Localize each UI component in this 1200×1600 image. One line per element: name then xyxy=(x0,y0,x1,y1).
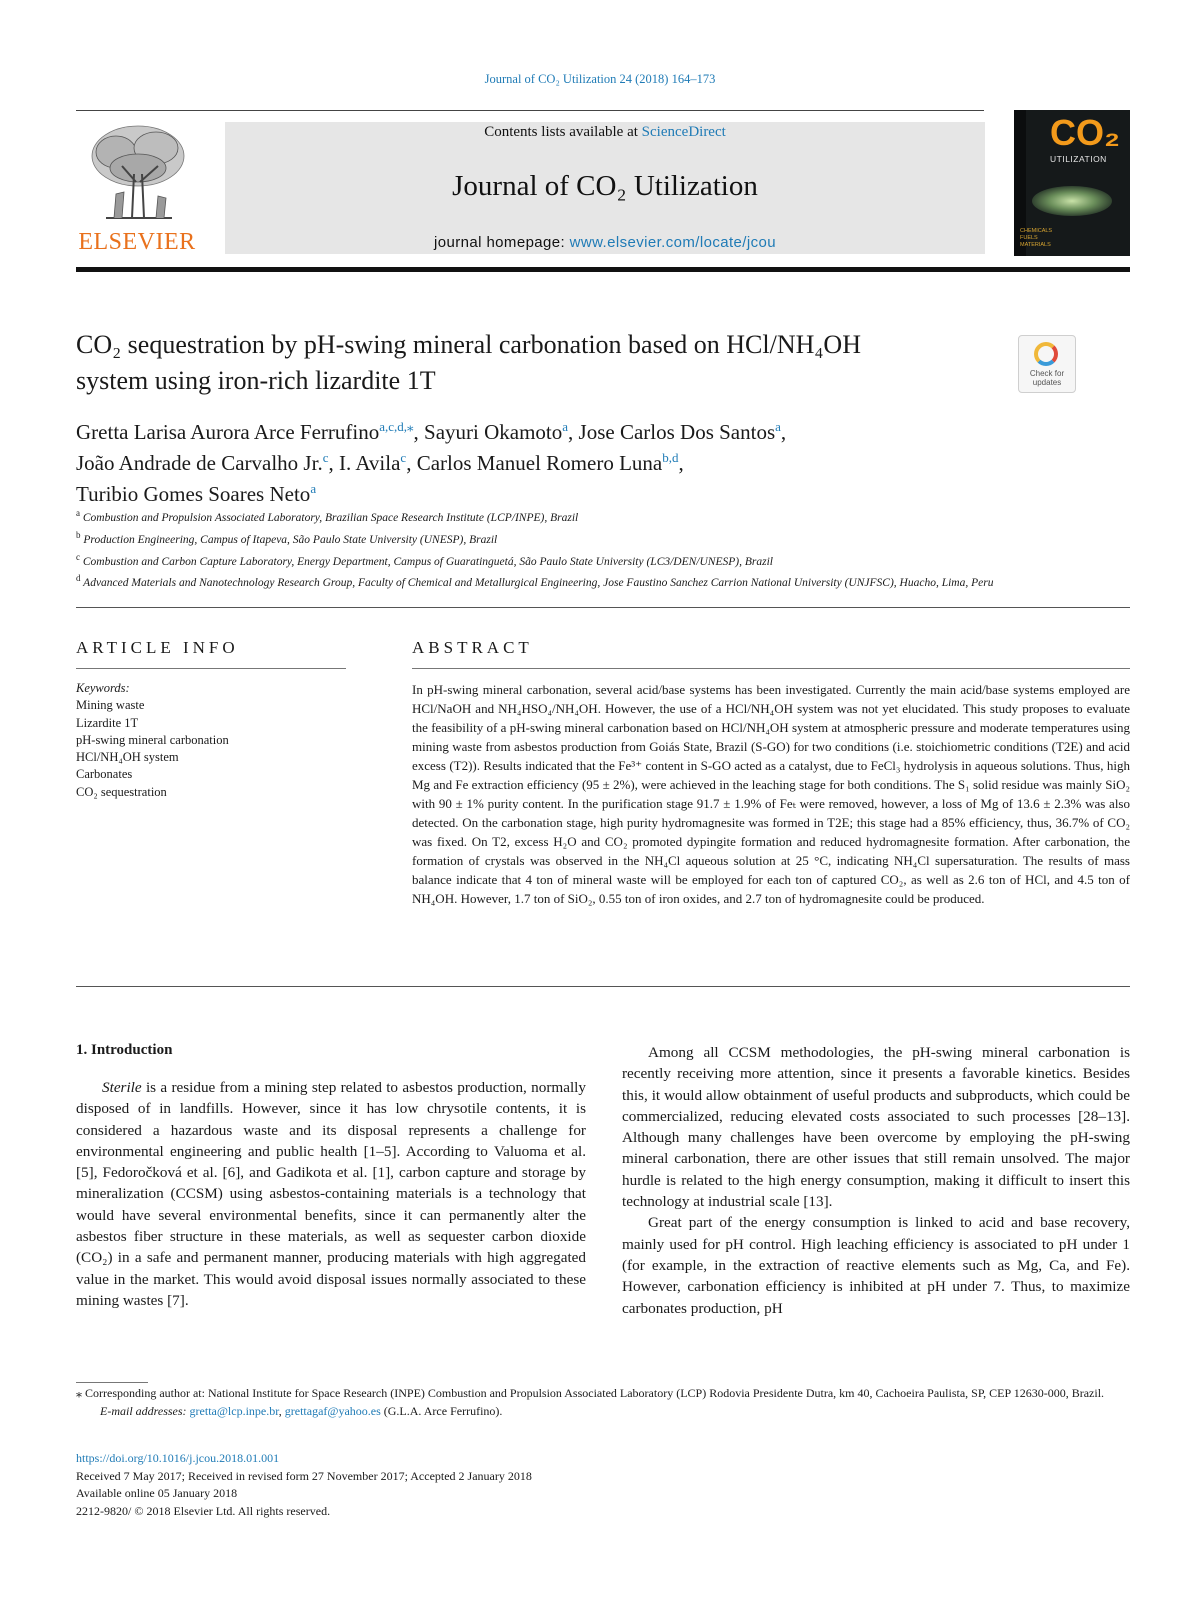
contents-prefix: Contents lists available at xyxy=(484,124,642,140)
author[interactable]: Gretta Larisa Aurora Arce Ferrufino$^{a,c,d,⁎}$ xyxy=(76,419,414,444)
author[interactable]: I. Avila$^c$ xyxy=(338,450,407,475)
keyword: Lizardite 1T xyxy=(76,715,139,730)
abstract-text: In pH-swing mineral carbonation, several acid/base systems has been investigated. Currently the main acid/base systems employed are HCl/NaOH and NH₄HSO₄/NH₄OH. However, the use of a HCl/NH₄OH system was not yet elucidated. This study proposes to evaluate the feasibility of a pH-swing mineral carbonation based on HCl/NH₄OH system at atmospheric pressure and moderate temperatures using mining waste from asbestos production from Goiás State, Brazil (S-GO) for two conditions (i.e. stoichiometric conditions (T2E) and acid excess (T2)). Results indicated that the Fe³⁺ content in S-GO acted as a catalyst, due to FeCl₃ hydrolysis in aqueous solutions. Thus, high Mg and Fe extraction efficiency (95 ± 2%), were achieved in the leaching stage for both conditions. The S₁ solid residue was mainly SiO₂ with 90 ± 1% purity content. In the purification stage 91.7 ± 1.9% of Feₜ were removed, however, a loss of Mg of 13.6 ± 2.3% was also detected. On the carbonation stage, high purity hydromagnesite was formed in T2E; this stage had a 85% efficiency, thus, 36.7% of CO₂ was fixed. On T2, excess H₂O and CO₂ promoted dypingite formation and reduced hydromagnesite formation. After carbonation, the formation of crystals was observed in the NH₄Cl aqueous solution at 25 °C, indicating NH₄Cl supersaturation. The results of mass balance indicate that 4 ton of mineral waste will be employed for each ton of captured CO₂, as well as 2.6 ton of HCl, and 4.5 ton of NH₄OH. However, 1.7 ton of SiO₂, 0.55 ton of iron oxides, and 2.7 ton of hydromagnesite could be produced. xyxy=(412,682,1130,906)
author[interactable]: Jose Carlos Dos Santos$^a$ xyxy=(578,419,781,444)
article-info-rule xyxy=(76,668,346,669)
keyword: HCl/NH₄OH system xyxy=(76,750,179,765)
affiliation: $^d$ Advanced Materials and Nanotechnology Research Group, Faculty of Chemical and Metallurgical Engineering, Jose Faustino Sanchez Carrion National University (UNJFSC), Huacho, Lima, Peru xyxy=(76,573,994,590)
check-updates-icon xyxy=(1034,342,1058,366)
publication-info xyxy=(76,1450,976,1520)
author[interactable]: João Andrade de Carvalho Jr.$^c$ xyxy=(76,450,329,475)
article-title-line-1: CO₂ sequestration by pH-swing mineral carbonation based on HCl/NH₄OH xyxy=(76,330,861,359)
homepage-link[interactable]: www.elsevier.com/locate/jcou xyxy=(569,234,776,251)
check-updates-label: Check for updates xyxy=(1029,369,1065,387)
author-list: Gretta Larisa Aurora Arce Ferrufino$^{a,c,d,⁎}$, Sayuri Okamoto$^a$, Jose Carlos Dos Santos$^a$, João Andrade de Carvalho Jr.$^c$, I. Avila$^c$, Carlos Manuel Romero Luna$^{b,d}$, Turibio Gomes Soares Neto$^a$ xyxy=(76,419,787,506)
header-bottom-rule xyxy=(76,267,1130,272)
keyword: Carbonates xyxy=(76,767,133,782)
author[interactable]: Carlos Manuel Romero Luna$^{b,d}$ xyxy=(416,450,679,475)
article-title-line-2: system using iron-rich lizardite 1T xyxy=(76,366,436,395)
doi-link[interactable]: https://doi.org/10.1016/j.jcou.2018.01.001 xyxy=(76,1451,280,1465)
journal-cover-thumbnail[interactable] xyxy=(1014,110,1130,256)
cover-co2-text: CO₂ xyxy=(1050,112,1120,153)
intro-paragraph: Great part of the energy consumption is linked to acid and base recovery, mainly used for pH control. High leaching efficiency is associated to pH under 1 (for example, in the extraction of reactive elements such as Mg, Ca, and Fe). However, carbonation efficiency is inhibited at pH under 7. Thus, to maximize carbonates production, pH xyxy=(622,1214,1130,1317)
article-info-heading: ARTICLE INFO xyxy=(76,638,239,657)
keywords-block xyxy=(76,680,346,801)
introduction-heading: 1. Introduction xyxy=(76,1042,173,1058)
keyword: Mining waste xyxy=(76,698,145,713)
homepage-line xyxy=(225,234,985,251)
keyword: CO₂ sequestration xyxy=(76,784,167,799)
abstract-bottom-rule xyxy=(76,986,1130,987)
info-top-rule xyxy=(76,607,1130,608)
sciencedirect-link[interactable]: ScienceDirect xyxy=(641,124,726,140)
homepage-prefix: journal homepage: xyxy=(434,234,570,251)
author[interactable]: Sayuri Okamoto$^a$ xyxy=(424,419,569,444)
copyright: 2212-9820/ © 2018 Elsevier Ltd. All rights reserved. xyxy=(76,1503,331,1518)
email-line: E-mail addresses: gretta@lcp.inpe.br, grettagaf@yahoo.es (G.L.A. Arce Ferrufino). xyxy=(100,1404,503,1418)
check-for-updates-button[interactable] xyxy=(1018,335,1076,393)
author[interactable]: Turibio Gomes Soares Neto$^a$ xyxy=(76,481,317,506)
journal-title: Journal of CO₂ Utilization xyxy=(452,170,758,202)
cover-molecule-image xyxy=(1032,186,1112,216)
intro-paragraph: Sterile is a residue from a mining step related to asbestos production, normally disposed of in landfills. However, since it has low chrysotile contents, it is considered a hazardous waste and its disposal represents a challenge for environmental engineering and public health [1–5]. According to Valuoma et al. [5], Fedoročková et al. [6], and Gadikota et al. [1], carbon capture and storage by mineralization (CCSM) using asbestos-containing materials is a technology that would have several environmental benefits, since it can permanently alter the asbestos fiber structure in these materials, as well as sequester carbon dioxide (CO₂) in a safe and permanent manner, producing materials with high aggregated value in the market. This would avoid disposal issues normally associated to these mining wastes [7]. xyxy=(76,1079,586,1309)
abstract-heading: ABSTRACT xyxy=(412,638,533,657)
available-online: Available online 05 January 2018 xyxy=(76,1486,238,1500)
intro-left-column xyxy=(76,1077,586,1311)
keyword: pH-swing mineral carbonation xyxy=(76,732,229,747)
elsevier-wordmark: ELSEVIER xyxy=(78,229,196,255)
corresponding-footnote xyxy=(76,1384,1130,1420)
keywords-label: Keywords: xyxy=(76,681,130,695)
abstract-rule xyxy=(412,668,1130,669)
affiliation: $^b$ Production Engineering, Campus of Itapeva, São Paulo State University (UNESP), Brazil xyxy=(76,529,498,546)
contents-line xyxy=(225,124,985,141)
affiliation: $^a$ Combustion and Propulsion Associated Laboratory, Brazilian Space Research Institute (LCP/INPE), Brazil xyxy=(76,508,579,524)
received-dates: Received 7 May 2017; Received in revised form 27 November 2017; Accepted 2 January 2018 xyxy=(76,1468,532,1483)
header-top-rule xyxy=(76,110,984,111)
email-link[interactable]: grettagaf@yahoo.es xyxy=(284,1404,381,1418)
email-link[interactable]: gretta@lcp.inpe.br xyxy=(189,1404,279,1418)
cover-subtitle: CHEMICALS FUELS MATERIALS xyxy=(1020,228,1053,248)
affiliation: $^c$ Combustion and Carbon Capture Laboratory, Energy Department, Campus of Guaratinguetá, São Paulo State University (LC3/DEN/UNESP), Brazil xyxy=(76,551,773,568)
cover-utilization-text: UTILIZATION xyxy=(1050,154,1107,164)
affiliations xyxy=(76,505,1136,592)
elsevier-logo xyxy=(76,122,198,256)
journal-header-box xyxy=(225,122,985,254)
journal-reference[interactable]: Journal of CO₂ Utilization 24 (2018) 164–173 xyxy=(484,72,716,86)
corresponding-author-note: ⁎ Corresponding author at: National Institute for Space Research (INPE) Combustion and Propulsion Associated Laboratory (LCP) Rodovia Presidente Dutra, km 40, Cachoeira Paulista, SP, CEP 12630-000, Brazil. xyxy=(76,1386,1105,1400)
intro-right-column xyxy=(622,1042,1130,1319)
article-title xyxy=(76,327,996,399)
footnote-rule xyxy=(76,1382,148,1383)
intro-paragraph: Among all CCSM methodologies, the pH-swing mineral carbonation is recently receiving more attention, since it presents a favorable kinetics. Besides this, it would allow obtainment of useful products and subproducts, which could be commercialized, reducing elevated costs associated to such processes [28–13]. Although many challenges have been overcome by employing the pH-swing mineral carbonation, there are other issues that still remain unsolved. The major hurdle is related to the high energy consumption, making it difficult to insert this technology at industrial scale [13]. xyxy=(622,1044,1130,1211)
elsevier-tree-icon xyxy=(76,122,198,226)
